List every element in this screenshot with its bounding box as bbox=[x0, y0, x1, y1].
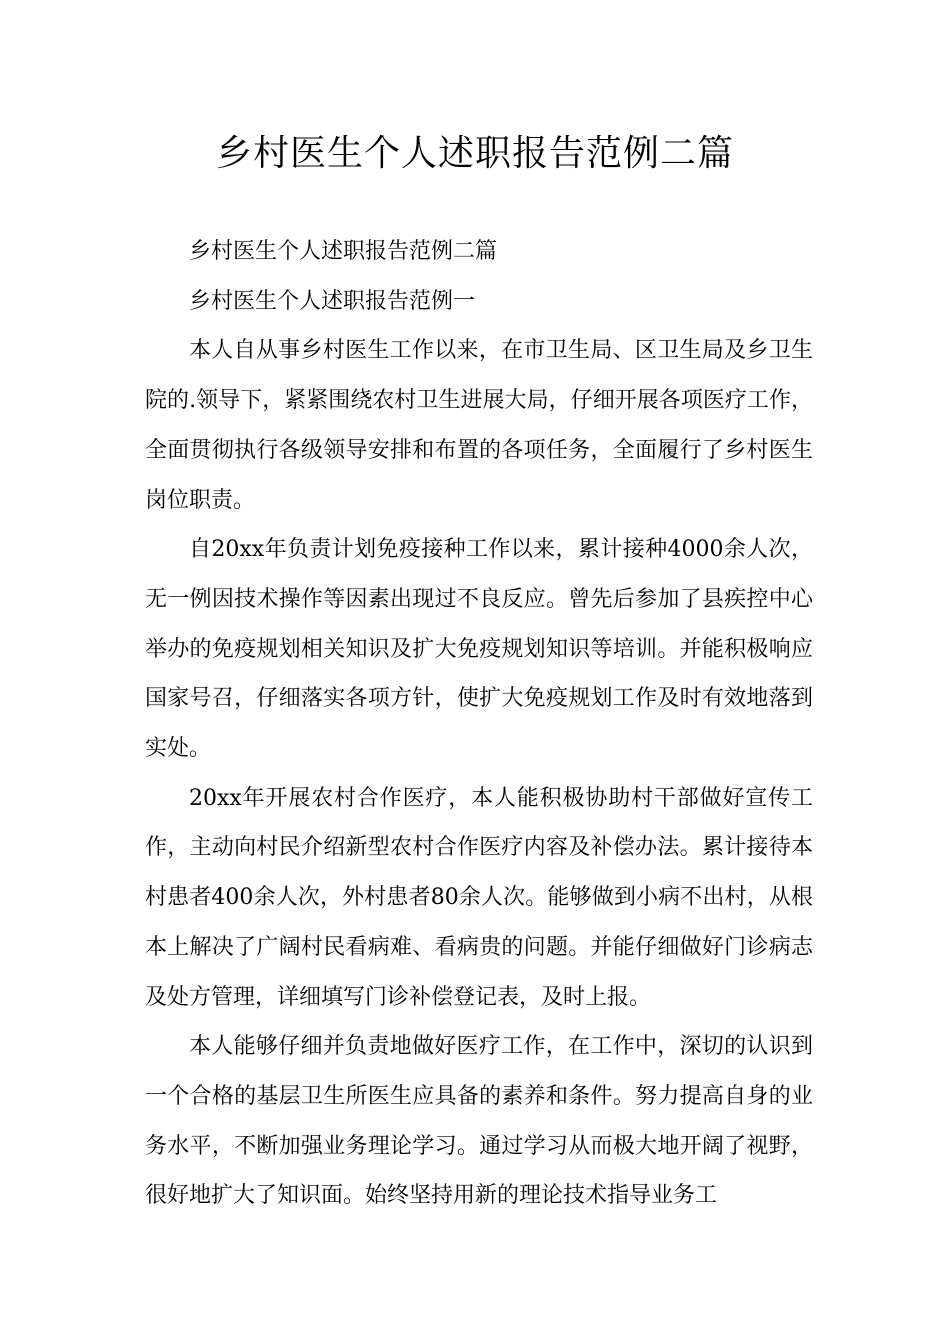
paragraph-section-heading: 乡村医生个人述职报告范例一 bbox=[189, 288, 476, 314]
document-body bbox=[145, 227, 813, 1221]
paragraph-4: 本人能够仔细并负责地做好医疗工作，在工作中，深切的认识到一个合格的基层卫生所医生应具备的素养和条件。努力提高自身的业务水平，不断加强业务理论学习。通过学习从而极大地开阔了视野，很好地扩大了知识面。始终坚持用新的理论技术指导业务工 bbox=[145, 1034, 813, 1209]
paragraph-subtitle: 乡村医生个人述职报告范例二篇 bbox=[189, 239, 498, 264]
paragraph-3: 20xx年开展农村合作医疗，本人能积极协助村干部做好宣传工作，主动向村民介绍新型农村合作医疗内容及补偿办法。累计接待本村患者400余人次，外村患者80余人次。能够做到小病不出村，从根本上解决了广阔村民看病难、看病贵的问题。并能仔细做好门诊病志及处方管理，详细填写门诊补偿登记表，及时上报。 bbox=[145, 785, 813, 1010]
paragraph-1: 本人自从事乡村医生工作以来，在市卫生局、区卫生局及乡卫生院的.领导下，紧紧围绕农村卫生进展大局，仔细开展各项医疗工作，全面贯彻执行各级领导安排和布置的各项任务，全面履行了乡村医生岗位职责。 bbox=[145, 338, 813, 513]
document-title: 乡村医生个人述职报告范例二篇 bbox=[215, 133, 734, 174]
paragraph-2: 自20xx年负责计划免疫接种工作以来，累计接种4000余人次，无一例因技术操作等因素出现过不良反应。曾先后参加了县疾控中心举办的免疫规划相关知识及扩大免疫规划知识等培训。并能积极响应国家号召，仔细落实各项方针，使扩大免疫规划工作及时有效地落到实处。 bbox=[145, 537, 813, 762]
